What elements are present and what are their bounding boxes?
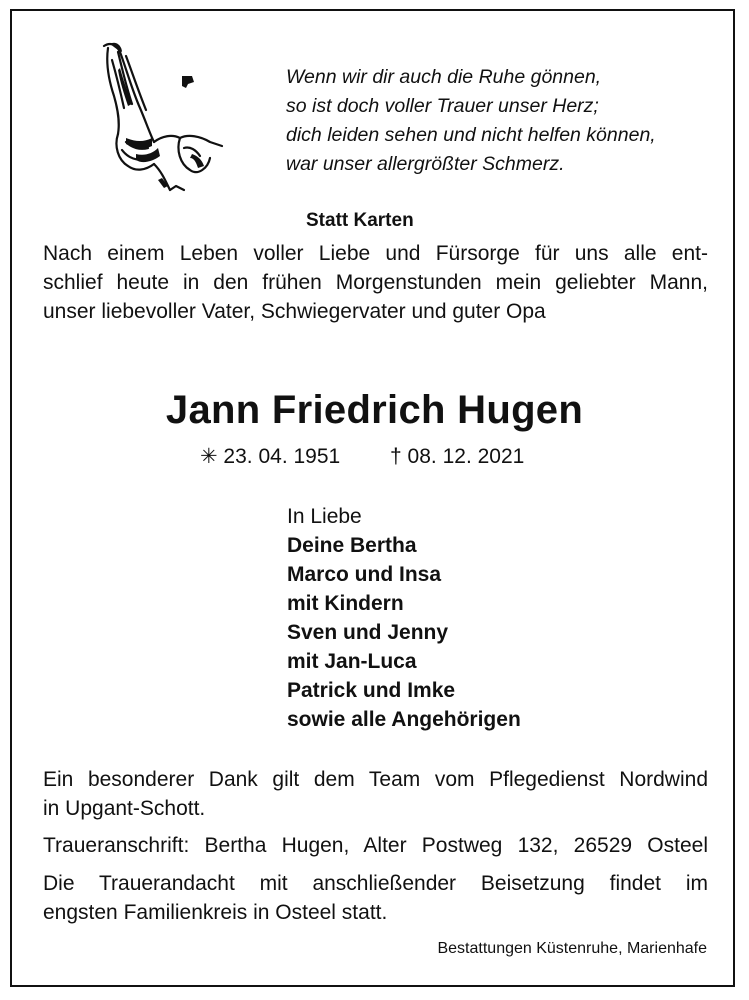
undertaker-credit: Bestattungen Küstenruhe, Marienhafe [437,940,707,957]
family-member: Patrick und Imke [287,679,456,702]
service-line: engsten Familienkreis in Osteel statt. [43,901,388,924]
family-intro: In Liebe [287,505,362,528]
family-member: Sven und Jenny [287,621,449,644]
poem-line: so ist doch voller Trauer unser Herz; [286,95,599,117]
praying-hands-icon [96,38,226,196]
family-list [287,502,521,734]
poem-line: Wenn wir dir auch die Ruhe gönnen, [286,66,602,88]
deceased-name: Jann Friedrich Hugen [165,388,584,432]
poem [286,63,706,179]
thanks-line: Ein besonderer Dank gilt dem Team vom Pflegedienst Nordwind [43,768,708,791]
service-paragraph [43,869,708,927]
poem-line: war unser allergrößter Schmerz. [286,153,565,175]
thanks-line: in Upgant-Schott. [43,797,206,820]
life-dates [200,444,524,469]
family-member: mit Kindern [287,592,404,615]
intro-paragraph [43,239,708,326]
intro-line: schlief heute in den frühen Morgenstunden mein geliebter Mann, [43,271,708,294]
address-line: Traueranschrift: Bertha Hugen, Alter Postweg 132, 26529 Osteel [43,834,708,857]
family-member: sowie alle Angehörigen [287,708,521,731]
birth-date: ✳ 23. 04. 1951 [200,445,341,468]
thanks-paragraph [43,765,708,823]
intro-line: unser liebevoller Vater, Schwiegervater und guter Opa [43,300,546,323]
service-line: Die Trauerandacht mit anschließender Beisetzung findet im [43,872,708,895]
mourning-address [43,831,708,860]
death-date: † 08. 12. 2021 [390,445,525,468]
family-member: Marco und Insa [287,563,442,586]
family-member: mit Jan-Luca [287,650,417,673]
statt-karten-heading: Statt Karten [306,210,414,231]
intro-line: Nach einem Leben voller Liebe und Fürsorge für uns alle ent- [43,242,708,265]
poem-line: dich leiden sehen und nicht helfen können, [286,124,656,146]
family-member: Deine Bertha [287,534,417,557]
